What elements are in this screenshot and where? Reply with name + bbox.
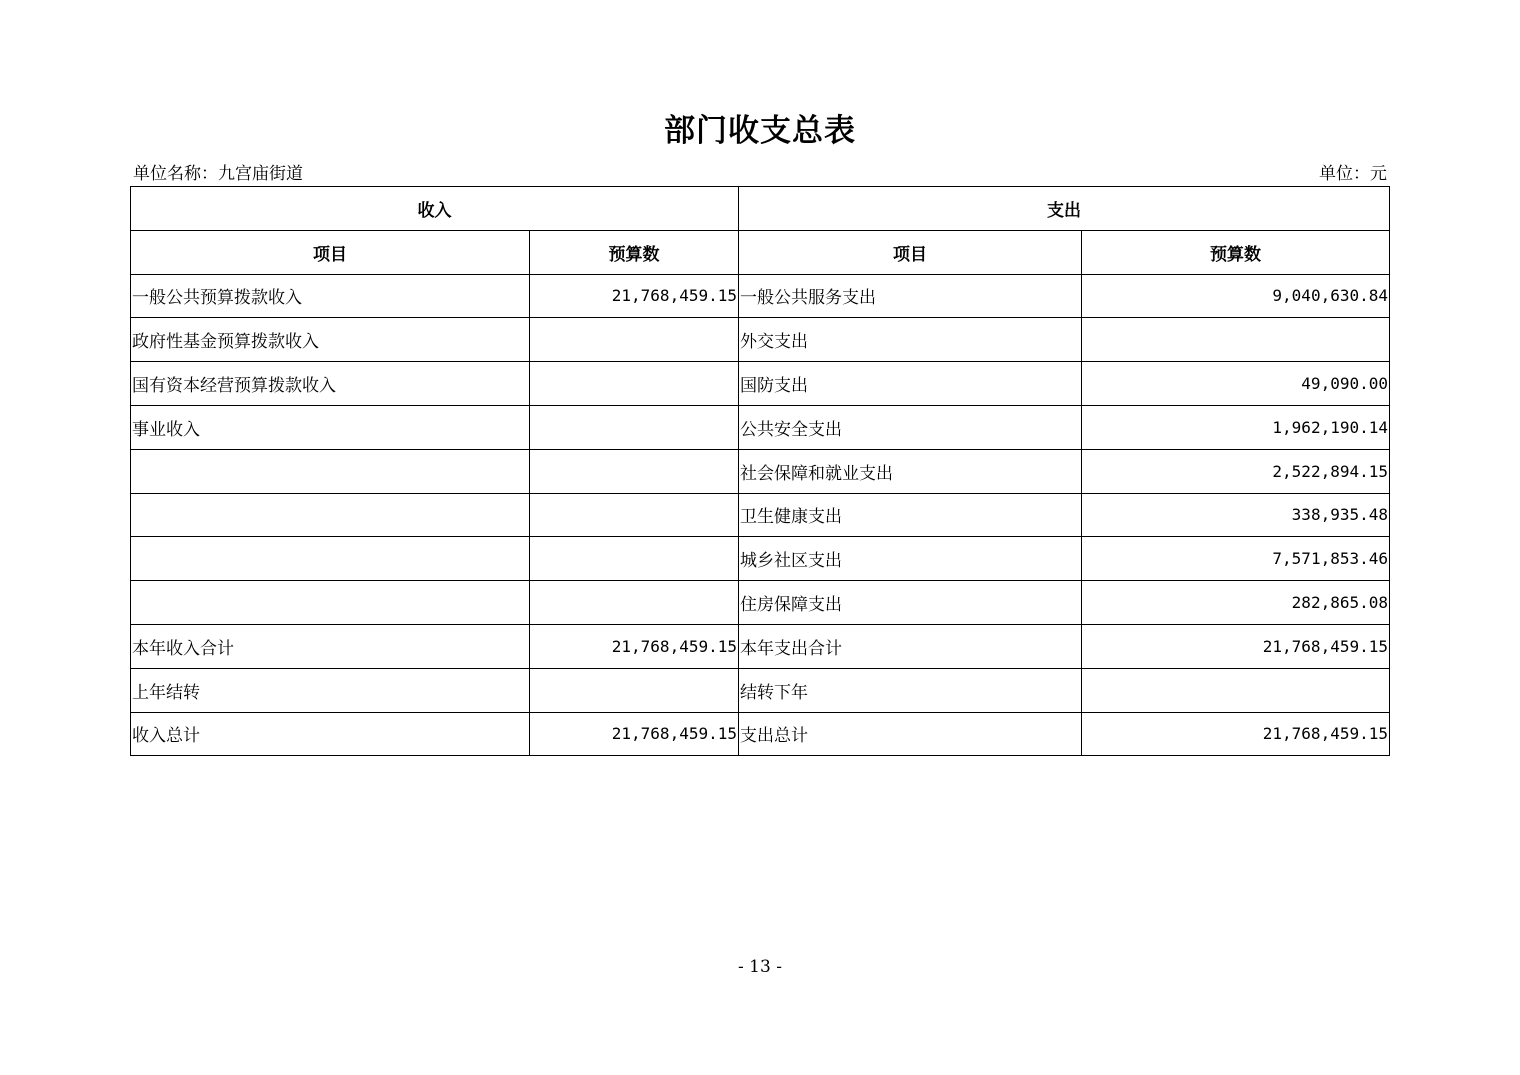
expense-item-cell: 城乡社区支出: [739, 537, 1082, 581]
expense-amount-cell: 9,040,630.84: [1082, 274, 1390, 318]
expense-amount-cell: 1,962,190.14: [1082, 405, 1390, 449]
income-item-cell: [131, 581, 530, 625]
expense-item-cell: 一般公共服务支出: [739, 274, 1082, 318]
expense-amount-cell: [1082, 668, 1390, 712]
expense-amount-cell: 21,768,459.15: [1082, 624, 1390, 668]
income-amount-cell: [530, 449, 739, 493]
expense-item-cell: 卫生健康支出: [739, 493, 1082, 537]
expense-amount-cell: 338,935.48: [1082, 493, 1390, 537]
income-item-header: 项目: [131, 230, 530, 274]
expense-item-cell: 住房保障支出: [739, 581, 1082, 625]
income-item-cell: 事业收入: [131, 405, 530, 449]
income-item-cell: 国有资本经营预算拨款收入: [131, 362, 530, 406]
table-row: [131, 668, 1390, 712]
income-amount-cell: [530, 362, 739, 406]
income-amount-cell: 21,768,459.15: [530, 624, 739, 668]
column-header-row: [131, 230, 1390, 274]
table-row: [131, 581, 1390, 625]
income-item-cell: 政府性基金预算拨款收入: [131, 318, 530, 362]
income-item-cell: 本年收入合计: [131, 624, 530, 668]
expense-item-header: 项目: [739, 230, 1082, 274]
expense-item-cell: 外交支出: [739, 318, 1082, 362]
income-amount-cell: [530, 493, 739, 537]
expense-amount-cell: 2,522,894.15: [1082, 449, 1390, 493]
expense-amount-cell: 7,571,853.46: [1082, 537, 1390, 581]
expense-budget-header: 预算数: [1082, 230, 1390, 274]
table-row: [131, 624, 1390, 668]
budget-summary-table: [130, 186, 1390, 756]
income-item-cell: 一般公共预算拨款收入: [131, 274, 530, 318]
expense-amount-cell: 282,865.08: [1082, 581, 1390, 625]
page-number: - 13 -: [738, 957, 782, 977]
income-item-cell: [131, 493, 530, 537]
table-row: [131, 362, 1390, 406]
expense-item-cell: 结转下年: [739, 668, 1082, 712]
group-header-row: [131, 187, 1390, 231]
table-row: [131, 405, 1390, 449]
income-item-cell: [131, 449, 530, 493]
income-amount-cell: [530, 318, 739, 362]
table-row: [131, 537, 1390, 581]
income-item-cell: [131, 537, 530, 581]
expense-item-cell: 社会保障和就业支出: [739, 449, 1082, 493]
income-amount-cell: [530, 581, 739, 625]
unit-label: 单位：元: [1319, 164, 1387, 184]
income-amount-cell: [530, 668, 739, 712]
income-amount-cell: [530, 537, 739, 581]
income-item-cell: 上年结转: [131, 668, 530, 712]
expense-amount-cell: 21,768,459.15: [1082, 712, 1390, 756]
income-budget-header: 预算数: [530, 230, 739, 274]
income-amount-cell: [530, 405, 739, 449]
income-amount-cell: 21,768,459.15: [530, 274, 739, 318]
expense-item-cell: 公共安全支出: [739, 405, 1082, 449]
expense-item-cell: 本年支出合计: [739, 624, 1082, 668]
expense-amount-cell: [1082, 318, 1390, 362]
page-title: 部门收支总表: [664, 113, 856, 149]
expense-amount-cell: 49,090.00: [1082, 362, 1390, 406]
income-item-cell: 收入总计: [131, 712, 530, 756]
table-row: [131, 274, 1390, 318]
expense-item-cell: 国防支出: [739, 362, 1082, 406]
income-group-header: 收入: [131, 187, 739, 231]
table-row: [131, 493, 1390, 537]
table-row: [131, 449, 1390, 493]
expense-item-cell: 支出总计: [739, 712, 1082, 756]
table-row: [131, 318, 1390, 362]
unit-name-label: 单位名称：九宫庙街道: [133, 164, 303, 184]
income-amount-cell: 21,768,459.15: [530, 712, 739, 756]
expense-group-header: 支出: [739, 187, 1390, 231]
table-row: [131, 712, 1390, 756]
